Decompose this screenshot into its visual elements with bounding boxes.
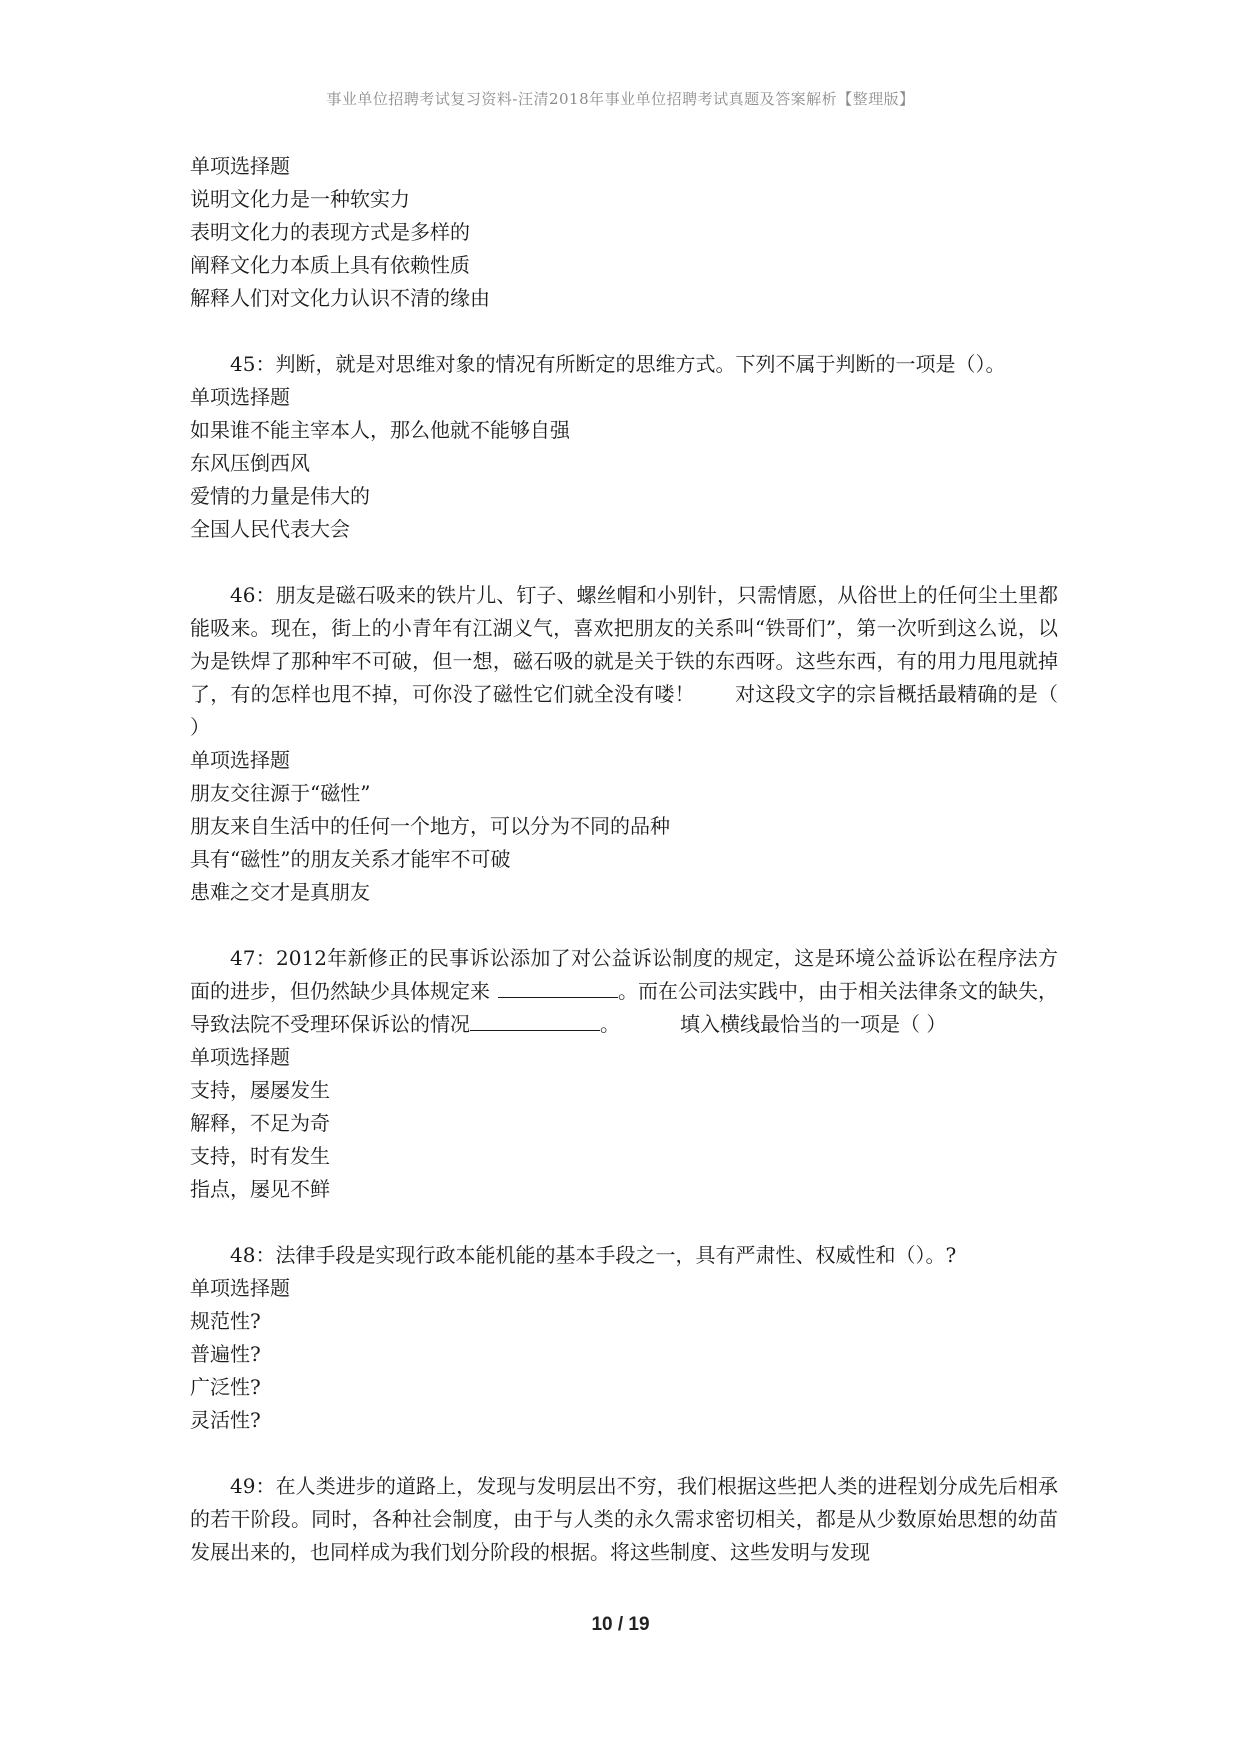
question-text [190, 942, 1058, 1041]
question-type-label: 单项选择题 [190, 154, 290, 178]
question-48 [190, 1239, 1058, 1437]
option: 患难之交才是真朋友 [190, 880, 370, 904]
question-text-part: 47：2012年新修正的民事诉讼添加了对公益诉讼制度的规定，这是环境公益诉讼在程序法方面的进步，但仍然缺少具体规定来 [190, 946, 1058, 1003]
option: 如果谁不能主宰本人，那么他就不能够自强 [190, 418, 570, 442]
option: 支持，时有发生 [190, 1144, 330, 1168]
question-text: 46：朋友是磁石吸来的铁片儿、钉子、螺丝帽和小别针，只需情愿，从俗世上的任何尘土里都能吸来。现在，街上的小青年有江湖义气，喜欢把朋友的关系叫“铁哥们”，第一次听到这么说，以为是铁焊了那种牢不可破，但一想，磁石吸的就是关于铁的东西呀。这些东西，有的用力甩甩就掉了，有的怎样也甩不掉，可你没了磁性它们就全没有喽！ 对这段文字的宗旨概括最精确的是（ ） [190, 583, 1058, 739]
fill-blank-line [498, 975, 618, 998]
page-header: 事业单位招聘考试复习资料-汪清2018年事业单位招聘考试真题及答案解析【整理版】 [326, 90, 915, 108]
option: 全国人民代表大会 [190, 517, 350, 541]
question-text: 45：判断，就是对思维对象的情况有所断定的思维方式。下列不属于判断的一项是（）。 [230, 352, 1006, 376]
question-49 [190, 1470, 1058, 1569]
option: 普遍性? [190, 1342, 261, 1366]
fill-blank-line [470, 1008, 600, 1031]
option: 规范性? [190, 1309, 261, 1333]
question-text-part: 。而在公司法实践中，由于相关法律条文的缺失，导致法院不受理环保诉讼的情况 [190, 979, 1058, 1036]
question-type-label: 单项选择题 [190, 1276, 290, 1300]
option: 阐释文化力本质上具有依赖性质 [190, 253, 470, 277]
option: 东风压倒西风 [190, 451, 310, 475]
option: 指点，屡见不鲜 [190, 1177, 330, 1201]
previous-question [190, 150, 1058, 315]
option: 说明文化力是一种软实力 [190, 187, 410, 211]
page-number: 10 / 19 [591, 1614, 650, 1635]
option: 朋友交往源于“磁性” [190, 781, 371, 805]
question-type-label: 单项选择题 [190, 385, 290, 409]
option: 支持，屡屡发生 [190, 1078, 330, 1102]
question-46 [190, 579, 1058, 909]
option: 解释，不足为奇 [190, 1111, 330, 1135]
option: 灵活性? [190, 1408, 261, 1432]
option: 广泛性? [190, 1375, 261, 1399]
question-type-label: 单项选择题 [190, 1045, 290, 1069]
question-text: 48：法律手段是实现行政本能机能的基本手段之一，具有严肃性、权威性和（）。? [230, 1243, 957, 1267]
question-type-label: 单项选择题 [190, 748, 290, 772]
option: 具有“磁性”的朋友关系才能牢不可破 [190, 847, 511, 871]
question-47 [190, 942, 1058, 1206]
question-text: 49：在人类进步的道路上，发现与发明层出不穷，我们根据这些把人类的进程划分成先后相承的若干阶段。同时，各种社会制度，由于与人类的永久需求密切相关，都是从少数原始思想的幼苗发展出来的，也同样成为我们划分阶段的根据。将这些制度、这些发明与发现 [190, 1474, 1058, 1564]
option: 爱情的力量是伟大的 [190, 484, 370, 508]
option: 解释人们对文化力认识不清的缘由 [190, 286, 490, 310]
option: 表明文化力的表现方式是多样的 [190, 220, 470, 244]
question-45 [190, 348, 1058, 546]
option: 朋友来自生活中的任何一个地方，可以分为不同的品种 [190, 814, 670, 838]
question-text-part: 。 [600, 1012, 620, 1036]
question-text-part: 填入横线最恰当的一项是（ ） [680, 1012, 947, 1036]
document-body [190, 150, 1058, 1569]
